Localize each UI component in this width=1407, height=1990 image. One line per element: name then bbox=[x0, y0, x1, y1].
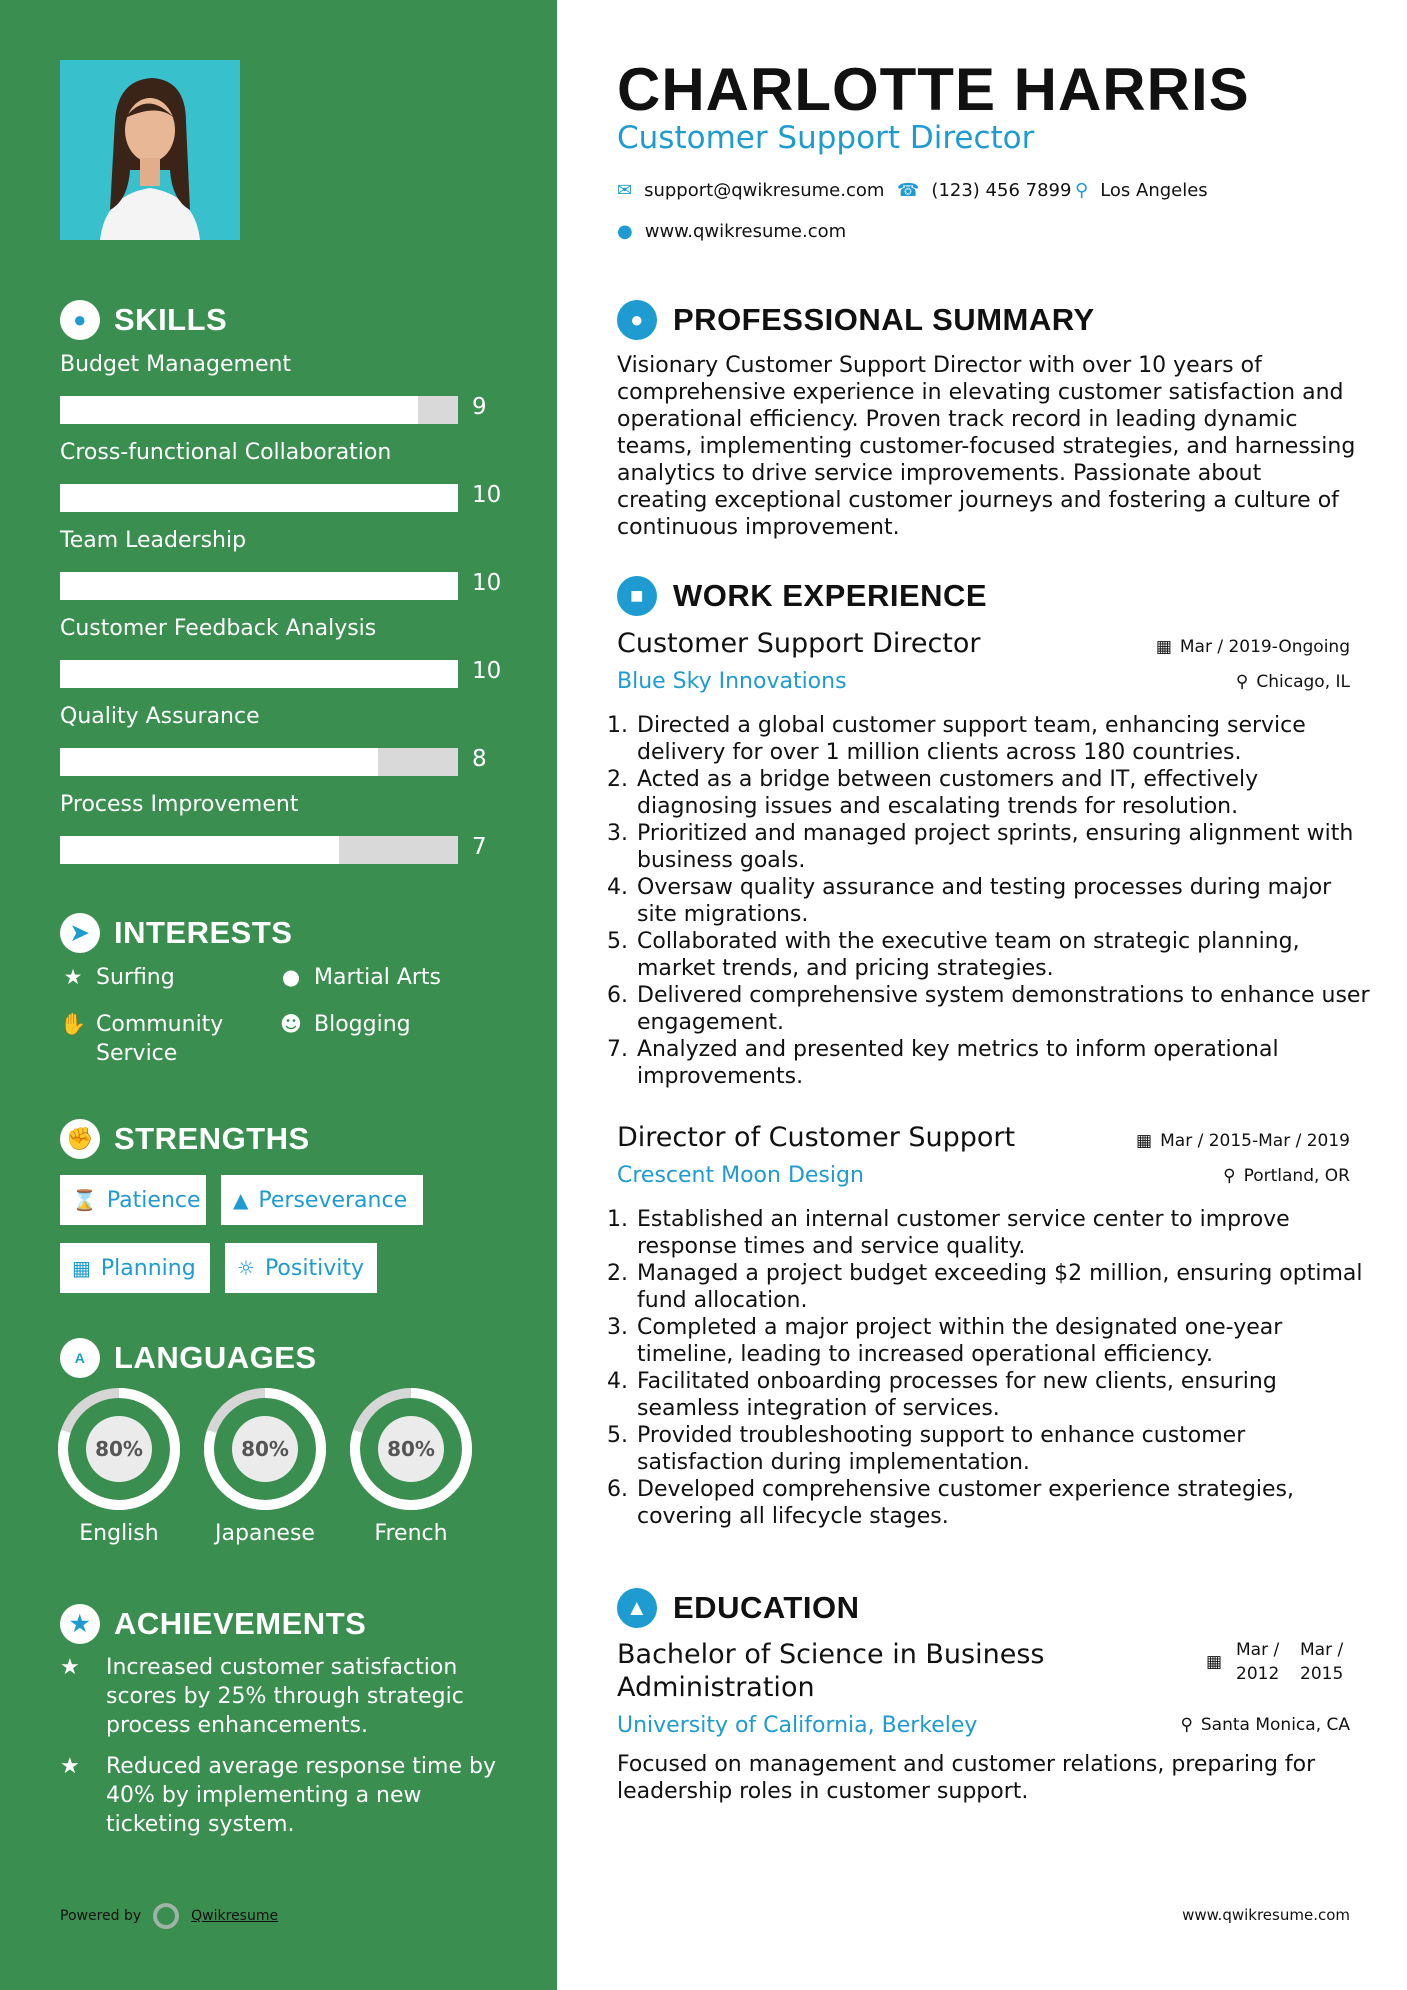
achievements-heading bbox=[60, 1604, 366, 1644]
skill-name: Customer Feedback Analysis bbox=[60, 616, 377, 641]
achievement-item bbox=[60, 1653, 500, 1740]
strength-label: Positivity bbox=[264, 1255, 364, 1281]
skill-value: 7 bbox=[472, 834, 487, 860]
achievements-heading-text: ACHIEVEMENTS bbox=[114, 1606, 367, 1641]
language-gauge bbox=[57, 1387, 181, 1511]
list-item: 4. Oversaw quality assurance and testing processes during major site migrations. bbox=[635, 874, 1375, 928]
summary-heading-text: PROFESSIONAL SUMMARY bbox=[673, 302, 1095, 337]
language-item bbox=[349, 1387, 473, 1546]
website-text: www.qwikresume.com bbox=[644, 221, 847, 242]
globe-icon: ● bbox=[281, 965, 301, 989]
graduation-icon: ▲ bbox=[617, 1588, 657, 1628]
email-text: support@qwikresume.com bbox=[644, 180, 885, 201]
language-name: French bbox=[374, 1521, 448, 1546]
language-item bbox=[203, 1387, 327, 1546]
job-location-text: Chicago, IL bbox=[1256, 672, 1350, 692]
paper-plane-icon: ➤ bbox=[60, 913, 100, 953]
hand-icon: ✋ bbox=[60, 1012, 87, 1036]
strength-label: Perseverance bbox=[258, 1187, 408, 1213]
education-dates bbox=[1206, 1638, 1350, 1686]
skill-bar-fill bbox=[60, 660, 458, 688]
interest-label: Martial Arts bbox=[314, 965, 442, 990]
skill-bar bbox=[60, 572, 458, 600]
list-item: 3. Prioritized and managed project sprints, ensuring alignment with business goals. bbox=[635, 820, 1375, 874]
skill-item bbox=[60, 616, 502, 684]
language-percent: 80% bbox=[241, 1437, 289, 1461]
job-title: Director of Customer Support bbox=[617, 1122, 1016, 1153]
skill-bar bbox=[60, 748, 458, 776]
skill-bar bbox=[60, 836, 458, 864]
skill-bar-fill bbox=[60, 748, 378, 776]
strength-tag bbox=[60, 1175, 206, 1225]
list-item: 1. Directed a global customer support team, enhancing service delivery for over 1 million clients across 180 countries. bbox=[635, 712, 1375, 766]
language-icon: A bbox=[60, 1338, 100, 1378]
pin-icon: ⚲ bbox=[1223, 1166, 1236, 1186]
star-icon: ★ bbox=[63, 965, 83, 989]
education-end: Mar / 2015 bbox=[1300, 1640, 1344, 1684]
pin-icon: ⚲ bbox=[1235, 672, 1249, 692]
calendar-icon: ▦ bbox=[1205, 1652, 1222, 1672]
star-icon: ★ bbox=[60, 1754, 80, 1779]
phone-icon: ☎ bbox=[897, 180, 920, 201]
fist-icon: ✊ bbox=[60, 1119, 100, 1159]
languages-heading-text: LANGUAGES bbox=[114, 1340, 317, 1375]
avatar bbox=[60, 60, 240, 240]
skill-bar-fill bbox=[60, 396, 418, 424]
users-icon: ☻ bbox=[280, 1012, 302, 1036]
candidate-title: Customer Support Director bbox=[617, 120, 1035, 156]
languages-heading bbox=[60, 1338, 317, 1378]
skill-bar bbox=[60, 660, 458, 688]
company-name: Blue Sky Innovations bbox=[617, 669, 847, 694]
achievement-text: Reduced average response time by 40% by implementing a new ticketing system. bbox=[106, 1754, 496, 1837]
location-text: Los Angeles bbox=[1100, 180, 1208, 201]
skill-bar-fill bbox=[60, 484, 458, 512]
contact-website[interactable] bbox=[617, 221, 846, 242]
education-heading bbox=[617, 1588, 859, 1628]
skill-name: Quality Assurance bbox=[60, 704, 260, 729]
user-icon: ● bbox=[617, 300, 657, 340]
sun-icon: ☼ bbox=[237, 1256, 255, 1280]
list-item: 1. Established an internal customer service center to improve response times and service quality. bbox=[635, 1206, 1375, 1260]
interest-label: Community Service bbox=[96, 1012, 224, 1066]
skill-item bbox=[60, 528, 502, 596]
job-location bbox=[1236, 672, 1350, 692]
list-item: 6. Delivered comprehensive system demonstrations to enhance user engagement. bbox=[635, 982, 1375, 1036]
skill-item bbox=[60, 352, 500, 420]
strengths-heading bbox=[60, 1119, 310, 1159]
interest-label: Blogging bbox=[314, 1012, 411, 1037]
calendar-icon: ▦ bbox=[1155, 637, 1172, 657]
powered-by-label: Powered by bbox=[60, 1908, 142, 1924]
trophy-star-icon: ★ bbox=[60, 1604, 100, 1644]
skill-value: 10 bbox=[472, 482, 502, 508]
interest-item bbox=[278, 1010, 498, 1039]
map-marker-icon: ⚲ bbox=[1075, 180, 1089, 201]
summary-heading bbox=[617, 300, 1095, 340]
achievement-text: Increased customer satisfaction scores by 25% through strategic process enhancements. bbox=[106, 1655, 464, 1738]
hourglass-icon: ⌛ bbox=[72, 1188, 97, 1212]
list-item: 5. Provided troubleshooting support to enhance customer satisfaction during implementation. bbox=[635, 1422, 1375, 1476]
skill-item bbox=[60, 792, 500, 860]
language-gauge bbox=[203, 1387, 327, 1511]
education-heading-text: EDUCATION bbox=[673, 1590, 860, 1625]
degree-title: Bachelor of Science in Business Administration bbox=[617, 1639, 1045, 1703]
job-duties-list bbox=[617, 1206, 1375, 1530]
skills-heading-text: SKILLS bbox=[114, 302, 228, 337]
achievement-item bbox=[60, 1752, 500, 1839]
summary-text: Visionary Customer Support Director with over 10 years of comprehensive experience in elevating customer satisfaction and operational efficiency. Proven track record in leading dynamic teams, implementing customer-focused strategies, and harnessing analytics to drive service improvements. Passionate about creating exceptional customer journeys and fostering a culture of continuous improvement. bbox=[617, 353, 1356, 540]
powered-by bbox=[60, 1903, 278, 1929]
skill-bar-fill bbox=[60, 572, 458, 600]
language-percent: 80% bbox=[95, 1437, 143, 1461]
strength-tag bbox=[221, 1175, 423, 1225]
star-icon: ★ bbox=[60, 1655, 80, 1680]
skills-heading bbox=[60, 300, 227, 340]
education-location bbox=[1180, 1715, 1350, 1735]
skill-value: 9 bbox=[472, 394, 487, 420]
skill-value: 10 bbox=[472, 570, 502, 596]
skill-bar bbox=[60, 396, 458, 424]
interest-item bbox=[278, 963, 498, 992]
language-percent: 80% bbox=[387, 1437, 435, 1461]
skill-name: Team Leadership bbox=[60, 528, 247, 553]
list-item: 4. Facilitated onboarding processes for new clients, ensuring seamless integration of services. bbox=[635, 1368, 1375, 1422]
skill-item bbox=[60, 440, 502, 508]
skill-value: 10 bbox=[472, 658, 502, 684]
interests-heading bbox=[60, 913, 292, 953]
profile-photo bbox=[60, 60, 240, 240]
language-item bbox=[57, 1387, 181, 1546]
list-item: 5. Collaborated with the executive team on strategic planning, market trends, and pricing strategies. bbox=[635, 928, 1375, 982]
company-name: Crescent Moon Design bbox=[617, 1163, 864, 1188]
strength-tag bbox=[225, 1243, 377, 1293]
sidebar bbox=[0, 0, 557, 1990]
skill-name: Process Improvement bbox=[60, 792, 299, 817]
list-item: 3. Completed a major project within the designated one-year timeline, leading to increased operational efficiency. bbox=[635, 1314, 1375, 1368]
list-item: 6. Developed comprehensive customer experience strategies, covering all lifecycle stages. bbox=[635, 1476, 1375, 1530]
education-start: Mar / 2012 bbox=[1236, 1640, 1280, 1684]
skill-bar-fill bbox=[60, 836, 339, 864]
language-name: English bbox=[79, 1521, 159, 1546]
strength-tag bbox=[60, 1243, 210, 1293]
experience-heading-text: WORK EXPERIENCE bbox=[673, 578, 988, 613]
experience-heading bbox=[617, 576, 987, 616]
skill-name: Cross-functional Collaboration bbox=[60, 440, 392, 465]
list-item: 2. Managed a project budget exceeding $2 million, ensuring optimal fund allocation. bbox=[635, 1260, 1375, 1314]
envelope-icon: ✉ bbox=[617, 180, 633, 201]
job-location-text: Portland, OR bbox=[1243, 1166, 1350, 1186]
main-content bbox=[557, 0, 1407, 1990]
list-item: 2. Acted as a bridge between customers and IT, effectively diagnosing issues and escalating trends for resolution. bbox=[635, 766, 1375, 820]
interest-item bbox=[60, 1010, 250, 1068]
skill-bar bbox=[60, 484, 458, 512]
strength-label: Patience bbox=[106, 1187, 201, 1213]
contact-email[interactable] bbox=[617, 180, 884, 201]
skill-item bbox=[60, 704, 500, 772]
language-gauge bbox=[349, 1387, 473, 1511]
pin-icon: ⚲ bbox=[1180, 1715, 1193, 1735]
education-description: Focused on management and customer relations, preparing for leadership roles in customer support. bbox=[617, 1752, 1316, 1804]
language-name: Japanese bbox=[215, 1521, 315, 1546]
road-icon: ▲ bbox=[233, 1188, 249, 1212]
candidate-name: CHARLOTTE HARRIS bbox=[617, 56, 1250, 123]
briefcase-icon: ■ bbox=[617, 576, 657, 616]
interest-label: Surfing bbox=[96, 965, 175, 990]
footer-website[interactable]: www.qwikresume.com bbox=[1182, 1906, 1350, 1924]
interests-heading-text: INTERESTS bbox=[114, 915, 293, 950]
qwikresume-logo-icon bbox=[153, 1903, 179, 1929]
job-title: Customer Support Director bbox=[617, 628, 981, 659]
phone-text: (123) 456 7899 bbox=[931, 180, 1072, 201]
job-dates bbox=[1136, 1131, 1350, 1151]
strengths-heading-text: STRENGTHS bbox=[114, 1121, 310, 1156]
calendar-icon: ▦ bbox=[1136, 1131, 1153, 1151]
brand-link[interactable]: Qwikresume bbox=[191, 1908, 279, 1924]
job-location bbox=[1223, 1166, 1350, 1186]
job-dates bbox=[1156, 637, 1350, 657]
job-duties-list bbox=[617, 712, 1375, 1090]
education-location-text: Santa Monica, CA bbox=[1200, 1715, 1350, 1735]
list-item: 7. Analyzed and presented key metrics to inform operational improvements. bbox=[635, 1036, 1375, 1090]
calendar-icon: ▦ bbox=[72, 1256, 91, 1280]
contact-phone bbox=[897, 180, 1071, 201]
skill-name: Budget Management bbox=[60, 352, 292, 377]
interest-item bbox=[60, 963, 260, 992]
lightbulb-icon: ● bbox=[60, 300, 100, 340]
job-dates-text: Mar / 2015-Mar / 2019 bbox=[1160, 1131, 1350, 1151]
strength-label: Planning bbox=[100, 1255, 196, 1281]
school-name: University of California, Berkeley bbox=[617, 1713, 978, 1738]
globe-icon: ● bbox=[617, 221, 633, 242]
skill-value: 8 bbox=[472, 746, 487, 772]
contact-location bbox=[1075, 180, 1208, 201]
job-dates-text: Mar / 2019-Ongoing bbox=[1179, 637, 1350, 657]
